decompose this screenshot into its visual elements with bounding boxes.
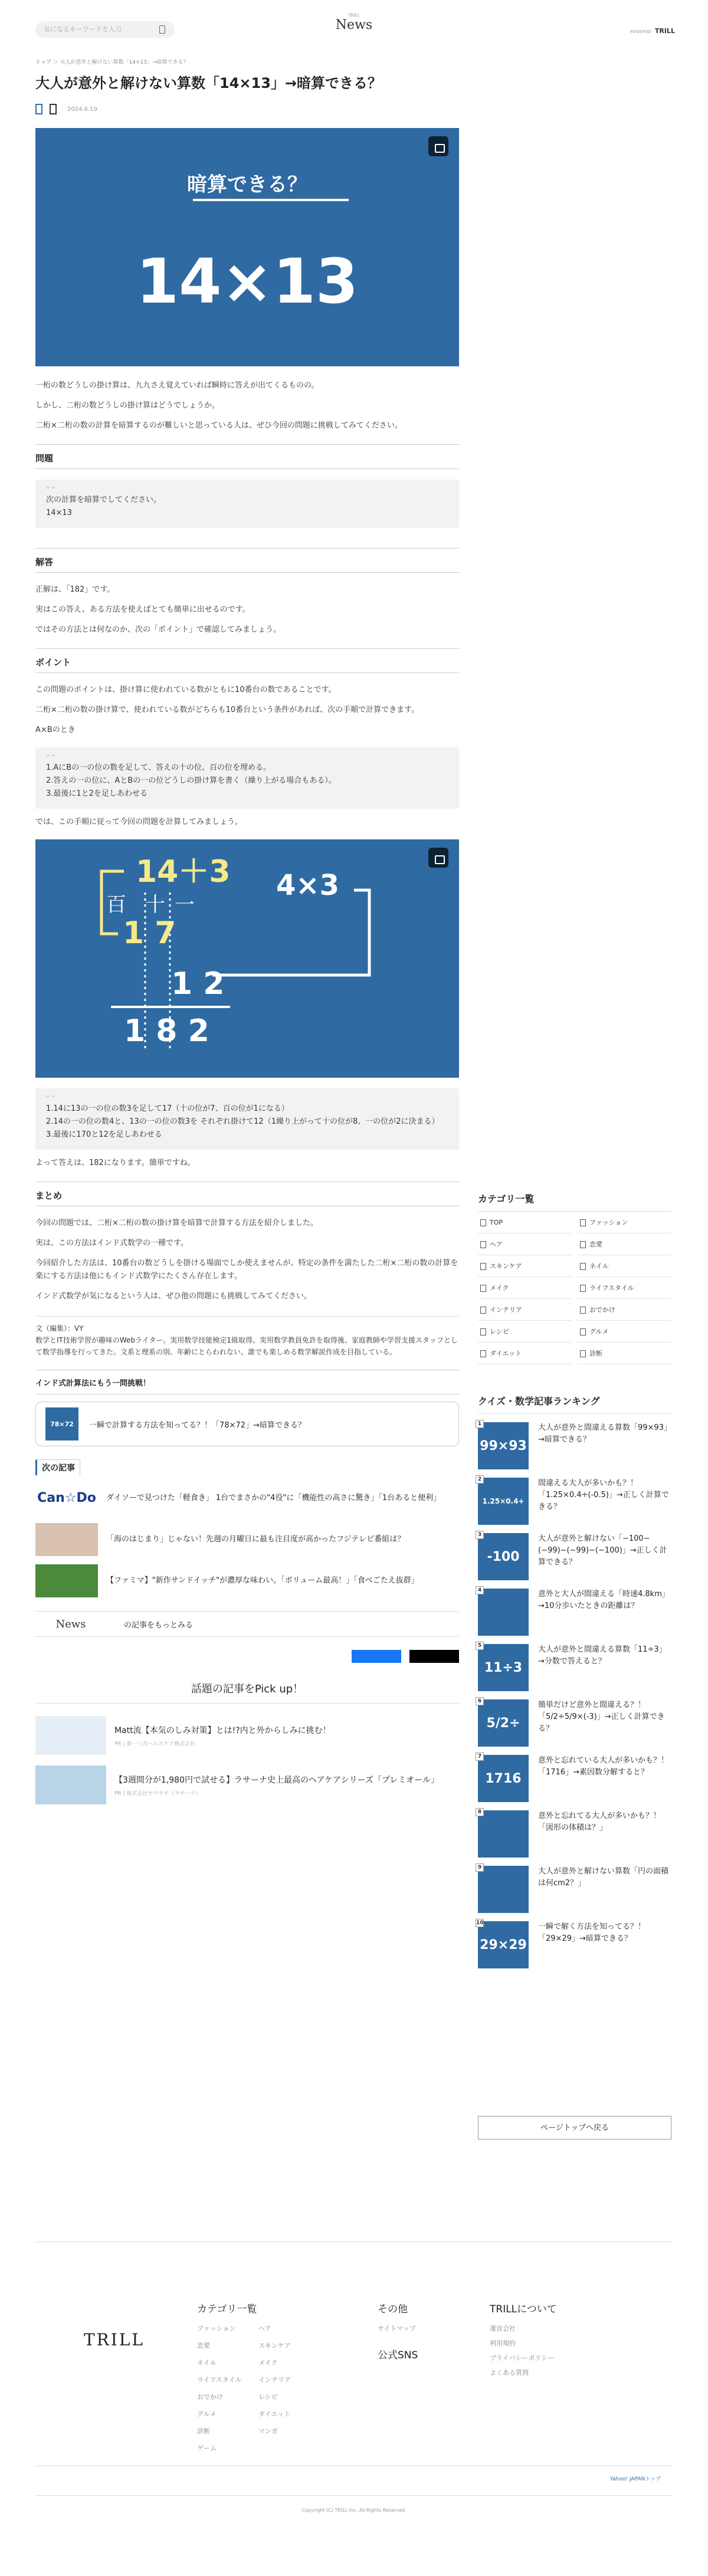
diagram-text: 4×3 — [276, 869, 340, 902]
gallery-icon[interactable] — [428, 848, 448, 868]
footer-category-list — [197, 2321, 320, 2456]
rank-number: 2 — [476, 1475, 484, 1484]
diagram-text: 十 — [145, 893, 165, 917]
category-heading: カテゴリ一覧 — [478, 1192, 671, 1212]
copyright: Copyright (C) TRILL Inc. All Rights Reserved. — [35, 2495, 673, 2513]
ranking-thumb-text: 5/2÷ — [486, 1715, 520, 1731]
ranking-title[interactable]: 大人が意外と解けない算数「円の面積は何cm2？」 — [538, 1867, 669, 1888]
ranking-thumb — [478, 1866, 529, 1913]
category-item[interactable]: ライフスタイル — [578, 1277, 671, 1299]
article-meta — [35, 103, 459, 115]
footer-category-link[interactable]: ゲーム — [197, 2444, 217, 2452]
news-logo[interactable]: TRILL News — [335, 14, 373, 32]
writer-bio: 数学とIT技術学習が趣味のWebライター。実用数学技能検定1級取得、実用数学教員免許を取得後、家庭教師や学習支援スタッフとして数学指導を行ってきた。文系と理系の別、年齢にとらわれない、誰でも楽しめる数学解説作成を目指している。 — [35, 1336, 458, 1356]
category-item[interactable]: ファッション — [578, 1212, 671, 1233]
category-item[interactable]: 診断 — [578, 1343, 671, 1364]
footer-heading: その他 — [378, 2303, 408, 2315]
x-share-button[interactable] — [409, 1650, 459, 1663]
paragraph: 二桁×二桁の数の計算を暗算するのが難しいと思っている人は、ぜひ今回の問題に挑戦してみてください。 — [35, 421, 402, 430]
calc-box — [35, 1088, 459, 1150]
step: 3.最後に1と2を足しあわせる — [46, 789, 148, 798]
pickup-link[interactable]: Matt流【本気のしみ対策】とは!?内と外からしみに挑む！ — [114, 1725, 331, 1735]
next-thumb — [35, 1564, 98, 1597]
paragraph: 二桁×二桁の数の掛け算で、使われている数がどちらも10番台という条件があれば、次の手順で計算できます。 — [35, 705, 419, 714]
footer-about-link[interactable]: 利用規約 — [490, 2339, 516, 2347]
more-articles-link[interactable] — [35, 1611, 459, 1637]
section-heading-question: 問題 — [35, 444, 459, 469]
ranking-thumb-text: 11÷3 — [484, 1660, 523, 1675]
ranking-thumb — [478, 1921, 529, 1968]
calc-step: 2.14の一の位の数4と、13の一の位の数3を それぞれ掛けて12（1繰り上がって十の位が8、一の位が2に決まる） — [46, 1117, 440, 1126]
step: 1.AにBの一の位の数を足して、答えの十の位、百の位を埋める。 — [46, 763, 271, 772]
more-text: の記事をもっとみる — [124, 1620, 194, 1630]
calc-step: 3.最後に170と12を足しあわせる — [46, 1130, 162, 1139]
footer-category-link[interactable]: ヘア — [258, 2325, 271, 2332]
ranking-item[interactable] — [478, 1866, 671, 1913]
ranking-item[interactable] — [478, 1478, 671, 1525]
quote-icon: “ ” — [46, 485, 56, 494]
ranking-title[interactable]: 一瞬で解く方法を知ってる？！「29×29」→暗算できる？ — [538, 1922, 646, 1943]
page-top-button[interactable]: ページトップへ戻る — [478, 2116, 671, 2139]
ranking-thumb-text: 29×29 — [480, 1937, 527, 1952]
pickup-sponsor: PR | 株式会社ヤマサキ（ラサーナ） — [114, 1790, 201, 1797]
next-link[interactable]: 【ファミマ】"新作サンドイッチ"が濃厚な味わい。「ボリューム最高！」「食べごたえ抜群」 — [106, 1576, 419, 1585]
category-item[interactable]: ネイル — [578, 1255, 671, 1277]
yahoo-link[interactable]: Yahoo! JAPANトップ — [35, 2466, 673, 2482]
rank-number: 8 — [476, 1808, 484, 1816]
rank-number: 6 — [476, 1697, 484, 1705]
diagram-text: 一 — [175, 893, 195, 917]
article-date: 2024.6.19 — [67, 106, 97, 113]
next-thumb: Can☆Do — [35, 1482, 98, 1515]
pickup-item[interactable] — [35, 1714, 459, 1757]
ranking-title[interactable]: 意外と大人が間違える「時速4.8km」→10分歩いたときの距離は？ — [538, 1590, 670, 1610]
section-heading-answer: 解答 — [35, 548, 459, 573]
footer-category-link[interactable]: グルメ — [197, 2410, 217, 2418]
next-item[interactable] — [35, 1563, 459, 1599]
footer-category-link[interactable]: ネイル — [197, 2359, 217, 2367]
ranking-thumb-text: 1716 — [485, 1771, 522, 1786]
step: 2.答えの一の位に、AとBの一の位どうしの掛け算を書く（繰り上がる場合もある）。 — [46, 776, 336, 785]
search-input[interactable]: 気になるキーワードを入力 — [35, 21, 175, 38]
footer-sns[interactable]: 公式SNS — [378, 2349, 418, 2361]
category-item[interactable]: ヘア — [478, 1233, 572, 1255]
ranking-thumb — [478, 1644, 529, 1691]
paragraph: 今回紹介した方法は、10番台の数どうしを掛ける場面でしか使えませんが、特定の条件を満たした二桁×二桁の数の計算を楽にする方法は他にもインド式数学にたくさん存在します。 — [35, 1259, 458, 1281]
next-item[interactable] — [35, 1521, 459, 1558]
pickup-text — [114, 1774, 439, 1797]
rank-number: 1 — [476, 1420, 484, 1428]
footer-category-link[interactable]: ライフスタイル — [197, 2376, 242, 2384]
share-buttons — [35, 1650, 459, 1663]
footer-category-link[interactable]: 恋愛 — [197, 2342, 210, 2349]
footer-logo[interactable]: TRILL — [84, 2330, 145, 2349]
ranking-title[interactable]: 大人が意外と解けない「−100−(−99)−(−99)−(−100)」→正しく計算できる？ — [538, 1534, 667, 1567]
footer-link[interactable]: サイトマップ — [378, 2325, 416, 2332]
section-heading-point: ポイント — [35, 648, 459, 673]
ranking-thumb — [478, 1422, 529, 1469]
ranking-list — [478, 1422, 671, 1968]
footer-category-link[interactable]: インテリア — [258, 2376, 291, 2384]
paragraph: インド式数学が気になるという人は、ぜひ他の問題にも挑戦してみてください。 — [35, 1292, 312, 1301]
powered-by[interactable]: POWERED TRILL — [630, 27, 675, 35]
diagram-text: 14＋3 — [136, 854, 231, 890]
footer-category-link[interactable]: レシピ — [258, 2393, 278, 2401]
quote-icon: “ ” — [46, 753, 56, 762]
paragraph: 今回の問題では、二桁×二桁の数の掛け算を暗算で計算する方法を紹介しました。 — [35, 1219, 318, 1228]
category-item[interactable]: インテリア — [478, 1299, 572, 1321]
paragraph: しかし、二桁の数どうしの掛け算はどうでしょうか。 — [35, 401, 220, 410]
question-line: 14×13 — [46, 508, 72, 517]
footer-about-list — [490, 2321, 557, 2380]
site-header — [0, 0, 708, 54]
ranking-thumb-text: -100 — [487, 1549, 520, 1564]
paragraph: 実はこの答え、ある方法を使えばとても簡単に出せるのです。 — [35, 605, 250, 614]
diagram-text: 百 — [106, 893, 126, 917]
calculation-image[interactable] — [35, 839, 459, 1078]
hero-caption: 暗算できる？ — [187, 173, 307, 196]
footer-categories — [197, 2301, 320, 2456]
paragraph: では、この手順に従って今回の問題を計算してみましょう。 — [35, 818, 243, 826]
category-item[interactable]: スキンケア — [478, 1255, 572, 1277]
ranking-title[interactable]: 簡単だけど意外と間違える？！「5/2÷5/9×(-3)」→正しく計算できる？ — [538, 1701, 665, 1733]
pickup-thumb — [35, 1716, 106, 1755]
category-item[interactable]: レシピ — [478, 1321, 572, 1343]
pickup-link[interactable]: 【3週間分が1,980円で試せる】ラサーナ史上最高のヘアケアシリーズ「プレミオール」 — [114, 1775, 440, 1785]
next-link[interactable]: 「海のはじまり」じゃない！先週の月曜日に最も注目度が高かったフジテレビ番組は？ — [106, 1535, 405, 1544]
next-articles — [35, 1459, 459, 1599]
writer-info — [35, 1316, 459, 1358]
ranking-thumb — [478, 1589, 529, 1636]
ranking-heading: クイズ・数学記事ランキング — [478, 1394, 671, 1414]
footer-category-link[interactable]: ファッション — [197, 2325, 236, 2332]
paragraph: 正解は、「182」です。 — [35, 585, 115, 594]
hero-image[interactable] — [35, 128, 459, 366]
ranking-item[interactable] — [478, 1644, 671, 1691]
paragraph: A×Bのとき — [35, 726, 76, 734]
facebook-share-button[interactable] — [352, 1650, 401, 1663]
rank-number: 9 — [476, 1863, 484, 1872]
footer-category-link[interactable]: マンガ — [258, 2427, 278, 2435]
article-main — [35, 54, 459, 1806]
paragraph: ではその方法とは何なのか、次の「ポイント」で確認してみましょう。 — [35, 625, 281, 634]
sidebar — [478, 1192, 671, 2139]
ranking-title[interactable]: 間違える大人が多いかも？！「1.25×0.4÷(-0.5)」→正しく計算できる？ — [538, 1479, 669, 1511]
rank-number: 5 — [476, 1642, 484, 1650]
diagram-text: 1 2 — [171, 966, 225, 1002]
hero-number: 14×13 — [136, 245, 359, 317]
related-link[interactable]: 一瞬で計算する方法を知ってる？！「78×72」→暗算できる？ — [89, 1420, 306, 1430]
ranking-thumb — [478, 1478, 529, 1525]
ranking-thumb-text: 99×93 — [480, 1438, 527, 1453]
related-heading: インド式計算法にもう一問挑戦！ — [35, 1370, 459, 1394]
footer-about-link[interactable]: よくある質問 — [490, 2369, 529, 2377]
calc-step: 1.14に13の一の位の数3を足して17（十の位が7、百の位が1になる） — [46, 1104, 289, 1113]
category-item[interactable]: TOP — [478, 1212, 572, 1233]
ranking-thumb — [478, 1755, 529, 1802]
next-heading: 次の記事 — [35, 1459, 80, 1475]
rank-number: 3 — [476, 1531, 484, 1539]
footer-about — [490, 2301, 557, 2380]
next-item[interactable] — [35, 1480, 459, 1517]
rank-number: 10 — [476, 1920, 484, 1926]
footer-category-link[interactable]: 診断 — [197, 2427, 210, 2435]
ranking-title[interactable]: 大人が意外と間違える算数「11÷3」→分数で答えると？ — [538, 1645, 667, 1666]
steps-box — [35, 747, 459, 809]
ranking-thumb — [478, 1533, 529, 1580]
rank-number: 4 — [476, 1586, 484, 1594]
pickup-item[interactable] — [35, 1764, 459, 1806]
footer-about-link[interactable]: 運営会社 — [490, 2325, 516, 2332]
ranking-thumb — [478, 1810, 529, 1858]
paragraph: 一桁の数どうしの掛け算は、九九さえ覚えていれば瞬時に答えが出てくるものの。 — [35, 381, 319, 390]
ranking-title[interactable]: 大人が意外と間違える算数「99×93」→暗算できる？ — [538, 1423, 671, 1444]
section-heading-summary: まとめ — [35, 1182, 459, 1206]
diagram-text: 1 7 — [123, 915, 176, 951]
footer-category-link[interactable]: おでかけ — [197, 2393, 223, 2401]
related-thumb: 78×72 — [45, 1407, 78, 1440]
ranking-item[interactable] — [478, 1921, 671, 1968]
ranking-item[interactable] — [478, 1810, 671, 1858]
breadcrumb-home[interactable]: トップ — [35, 60, 51, 65]
next-link[interactable]: ダイソーで見つけた「軽食き」 1台でまさかの"4役"に「機能性の高さに驚き」「1台あると便利」 — [106, 1494, 441, 1502]
pickup-sponsor: PR | 第一三共ヘルスケア株式会社 — [114, 1741, 196, 1747]
gallery-icon[interactable] — [428, 136, 448, 156]
pickup-text — [114, 1724, 331, 1747]
category-item[interactable]: グルメ — [578, 1321, 671, 1343]
paragraph: 実は、この方法はインド式数学の一種です。 — [35, 1239, 188, 1248]
calculation-diagram — [35, 839, 459, 1078]
quote-icon: “ ” — [46, 1094, 56, 1102]
category-list — [478, 1212, 671, 1364]
category-item[interactable]: ダイエット — [478, 1343, 572, 1364]
more-logo: News — [55, 1617, 86, 1630]
footer-heading: TRILLについて — [490, 2303, 557, 2315]
ranking-thumb-text: 1.25×0.4+ — [482, 1497, 525, 1505]
footer-about-link[interactable]: プライバシーポリシー — [490, 2354, 555, 2362]
bookmark-icon[interactable] — [35, 104, 42, 114]
category-item[interactable]: おでかけ — [578, 1299, 671, 1321]
paragraph: この問題のポイントは、掛け算に使われている数がともに10番台の数であることです。 — [35, 685, 336, 694]
breadcrumb: トップ ＞ 大人が意外と解けない算数「14×13」→暗算できる？ — [35, 60, 189, 65]
question-line: 次の計算を暗算でしてください。 — [46, 495, 162, 504]
ranking-item[interactable] — [478, 1755, 671, 1802]
search-icon[interactable] — [159, 25, 165, 34]
ranking-item[interactable] — [478, 1589, 671, 1636]
rank-number: 7 — [476, 1753, 484, 1761]
footer-category-link[interactable]: メイク — [258, 2359, 278, 2367]
category-item[interactable]: 恋愛 — [578, 1233, 671, 1255]
diagram-text: 1 8 2 — [124, 1013, 209, 1049]
related-card[interactable] — [35, 1402, 459, 1446]
category-item[interactable]: メイク — [478, 1277, 572, 1299]
ranking-title[interactable]: 意外と忘れてる大人が多いかも？！「図形の体積は？」 — [538, 1812, 661, 1832]
footer-category-link[interactable]: スキンケア — [258, 2342, 291, 2349]
ranking-item[interactable] — [478, 1422, 671, 1469]
writer-name: 文（編集）：VY — [35, 1324, 84, 1333]
share-icon[interactable] — [50, 104, 57, 114]
paragraph: よって答えは、182になります。簡単ですね。 — [35, 1159, 195, 1167]
ranking-thumb — [478, 1699, 529, 1747]
question-box — [35, 480, 459, 528]
next-thumb — [35, 1523, 98, 1556]
ranking-item[interactable] — [478, 1533, 671, 1580]
ranking-item[interactable] — [478, 1699, 671, 1747]
pickup-thumb — [35, 1766, 106, 1804]
footer-heading: カテゴリ一覧 — [197, 2303, 257, 2315]
ranking-title[interactable]: 意外と忘れている大人が多いかも？！「1716」→素因数分解すると？ — [538, 1756, 669, 1777]
hero-underline — [193, 199, 349, 201]
article-title: 大人が意外と解けない算数「14×13」→暗算できる？ — [35, 75, 382, 91]
footer-category-link[interactable]: ダイエット — [258, 2410, 291, 2418]
footer-other — [378, 2301, 418, 2367]
pickup-title: 話題の記事をPick up！ — [35, 1681, 459, 1704]
